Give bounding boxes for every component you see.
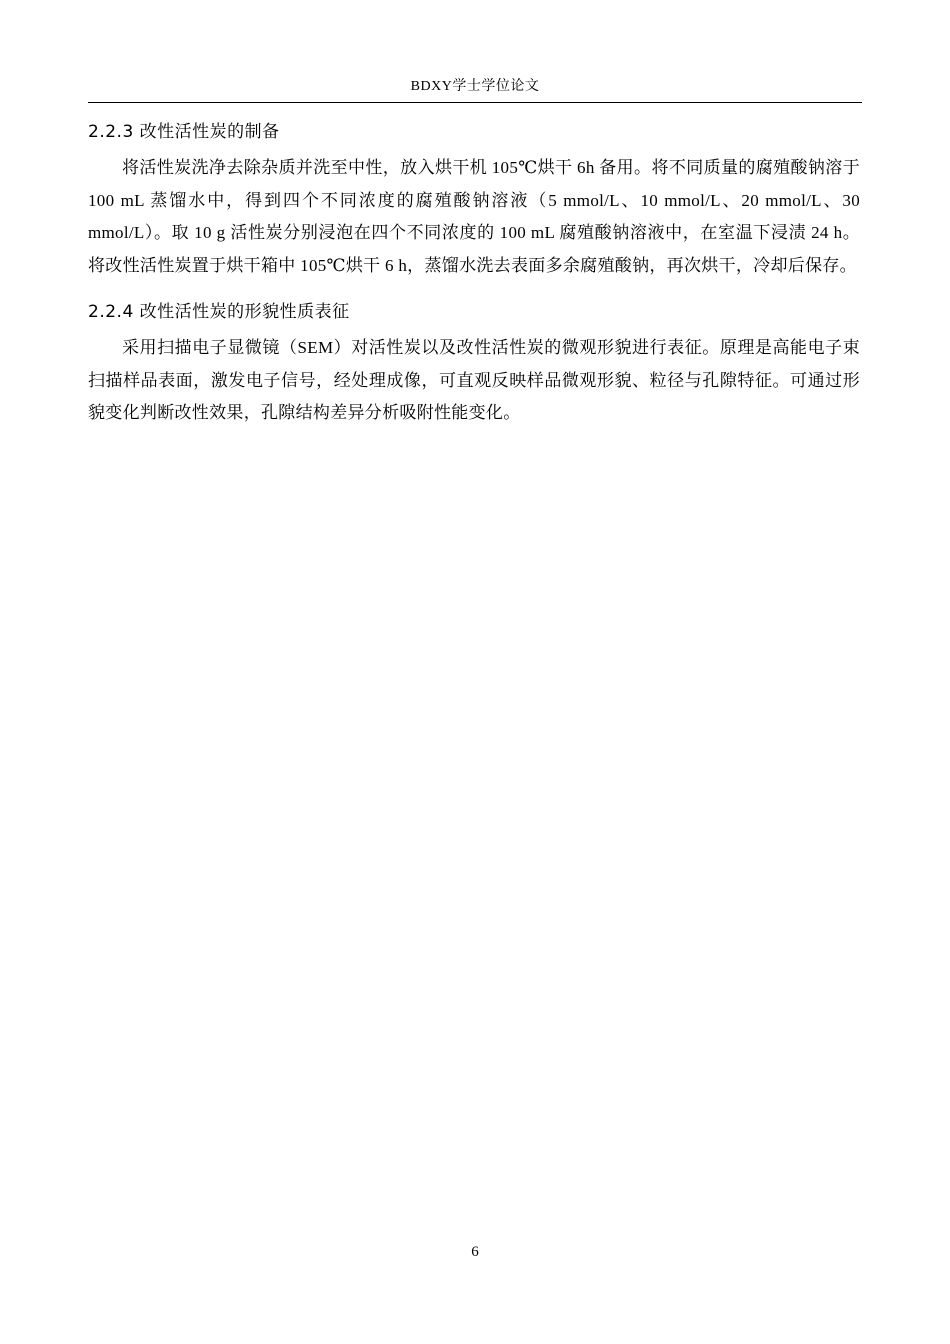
header-title: BDXY学士学位论文: [410, 79, 540, 94]
section-paragraph: 采用扫描电子显微镜（SEM）对活性炭以及改性活性炭的微观形貌进行表征。原理是高能电子束扫描样品表面，激发电子信号，经处理成像，可直观反映样品微观形貌、粒径与孔隙特征。可通过形貌变化判断改性效果，孔隙结构差异分析吸附性能变化。: [88, 338, 860, 422]
page-content: [88, 118, 860, 430]
section-heading: 2.2.3 改性活性炭的制备: [88, 122, 280, 142]
section-paragraph: 将活性炭洗净去除杂质并洗至中性，放入烘干机 105℃烘干 6h 备用。将不同质量的腐殖酸钠溶于 100 mL 蒸馏水中，得到四个不同浓度的腐殖酸钠溶液（5 mmol/L、10 mmol/L、20 mmol/L、30 mmol/L）。取 10 g 活性炭分别浸泡在四个不同浓度的 100 mL 腐殖酸钠溶液中，在室温下浸渍 24 h。将改性活性炭置于烘干箱中 105℃烘干 6 h，蒸馏水洗去表面多余腐殖酸钠，再次烘干，冷却后保存。: [88, 158, 860, 275]
page-number: 6: [471, 1244, 479, 1260]
page-header: [88, 76, 862, 103]
section-heading: 2.2.4 改性活性炭的形貌性质表征: [88, 302, 350, 322]
section-2-2-3: [88, 118, 860, 282]
section-2-2-4: [88, 298, 860, 430]
